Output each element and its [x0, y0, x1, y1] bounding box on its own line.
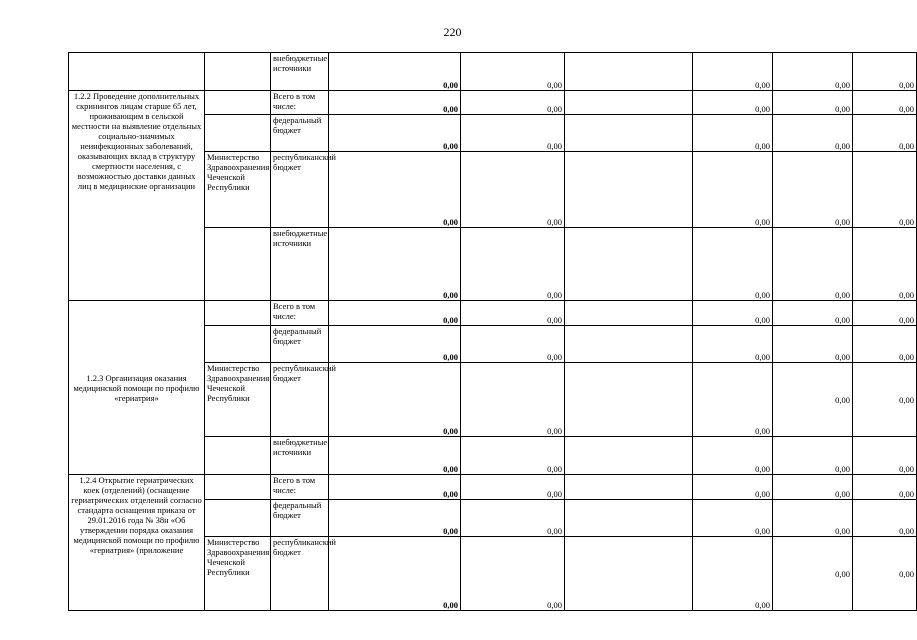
cell-value: 0,00: [853, 152, 917, 228]
cell-value: 0,00: [461, 326, 565, 363]
source-label: республиканский бюджет: [271, 363, 329, 437]
cell-value: 0,00: [461, 437, 565, 475]
table-row: [69, 301, 917, 326]
cell-value: 0,00: [329, 500, 461, 537]
source-label: республиканский бюджет: [271, 537, 329, 611]
organization-name: Министерство Здравоохранения Чеченской Республики: [205, 363, 271, 437]
cell-value: 0,00: [773, 228, 853, 301]
table-row: [69, 91, 917, 115]
cell-value: 0,00: [461, 115, 565, 152]
event-name: 1.2.3 Организация оказания медицинской помощи по профилю «гериатрия»: [69, 301, 205, 475]
organization-name: Министерство Здравоохранения Чеченской Республики: [205, 152, 271, 228]
cell-value: 0,00: [329, 301, 461, 326]
cell-value: 0,00: [693, 475, 773, 500]
source-label: федеральный бюджет: [271, 500, 329, 537]
cell-value: 0,00: [853, 228, 917, 301]
cell-value: 0,00: [461, 152, 565, 228]
cell-value: 0,00: [329, 228, 461, 301]
source-label: Всего в том числе:: [271, 91, 329, 115]
cell-value: 0,00: [853, 475, 917, 500]
cell-value: 0,00: [329, 115, 461, 152]
cell-value: 0,00: [461, 228, 565, 301]
cell-value: 0,00: [773, 437, 853, 475]
cell-value: 0,00: [693, 152, 773, 228]
source-label: внебюджетные источники: [271, 437, 329, 475]
table-row: [69, 53, 917, 91]
cell-value: 0,00: [461, 475, 565, 500]
cell-value: 0,00: [853, 326, 917, 363]
source-label: республиканский бюджет: [271, 152, 329, 228]
page-number: 220: [443, 25, 462, 39]
cell-value: 0,00: [329, 437, 461, 475]
cell-value: 0,00: [773, 475, 853, 500]
cell-value: 0,00: [461, 363, 565, 437]
cell-value: 0,00: [693, 437, 773, 475]
cell-value: 0,00: [329, 326, 461, 363]
event-name: 1.2.4 Открытие гериатрических коек (отделений) (оснащение гериатрических отделений согласно стандарта оснащения приказа от 29.01.2016 года № 38н «Об утверждении порядка оказания медицинской помощи по профилю «гериатрия» (приложение: [69, 475, 205, 611]
cell-value: 0,00: [329, 475, 461, 500]
cell-value: 0,00: [773, 115, 853, 152]
cell-value: 0,00: [693, 537, 773, 611]
source-label: внебюджетные источники: [271, 228, 329, 301]
cell-value: 0,00: [329, 363, 461, 437]
cell-value: 0,00: [853, 537, 917, 611]
cell-value: 0,00: [773, 326, 853, 363]
cell-value: 0,00: [693, 301, 773, 326]
cell-value: 0,00: [693, 115, 773, 152]
cell-value: 0,00: [853, 115, 917, 152]
cell-value: 0,00: [773, 363, 853, 437]
cell-value: 0,00: [853, 363, 917, 437]
cell-value: 0,00: [329, 537, 461, 611]
organization-name: Министерство Здравоохранения Чеченской Республики: [205, 537, 271, 611]
source-label: внебюджетные источники: [271, 53, 329, 91]
cell-value: 0,00: [693, 228, 773, 301]
source-label: федеральный бюджет: [271, 115, 329, 152]
source-label: Всего в том числе:: [271, 475, 329, 500]
cell-value: 0,00: [693, 500, 773, 537]
cell-value: 0,00: [461, 91, 565, 115]
cell-value: 0,00: [329, 152, 461, 228]
cell-value: 0,00: [461, 301, 565, 326]
cell-value: 0,00: [461, 500, 565, 537]
cell-value: 0,00: [693, 91, 773, 115]
cell-value: 0,00: [773, 53, 853, 91]
cell-value: 0,00: [773, 91, 853, 115]
cell-value: 0,00: [853, 53, 917, 91]
cell-value: 0,00: [329, 91, 461, 115]
cell-value: 0,00: [461, 537, 565, 611]
funding-table: [68, 52, 917, 611]
cell-value: 0,00: [461, 53, 565, 91]
cell-value: 0,00: [773, 301, 853, 326]
cell-value: 0,00: [773, 537, 853, 611]
table-row: [69, 475, 917, 500]
event-name: 1.2.2 Проведение дополнительных скринингов лицам старше 65 лет, проживающим в сельской местности на выявление отдельных социально-значимых неинфекционных заболеваний, оказывающих вклад в структуру смертности населения, с возможностью доставки данных лиц в медицинские организации: [69, 91, 205, 301]
cell-value: 0,00: [773, 500, 853, 537]
cell-value: 0,00: [693, 53, 773, 91]
cell-value: 0,00: [853, 301, 917, 326]
source-label: федеральный бюджет: [271, 326, 329, 363]
cell-value: 0,00: [853, 500, 917, 537]
source-label: Всего в том числе:: [271, 301, 329, 326]
cell-value: 0,00: [773, 152, 853, 228]
cell-value: 0,00: [693, 326, 773, 363]
cell-value: 0,00: [853, 437, 917, 475]
cell-value: 0,00: [329, 53, 461, 91]
cell-value: 0,00: [693, 363, 773, 437]
cell-value: 0,00: [853, 91, 917, 115]
